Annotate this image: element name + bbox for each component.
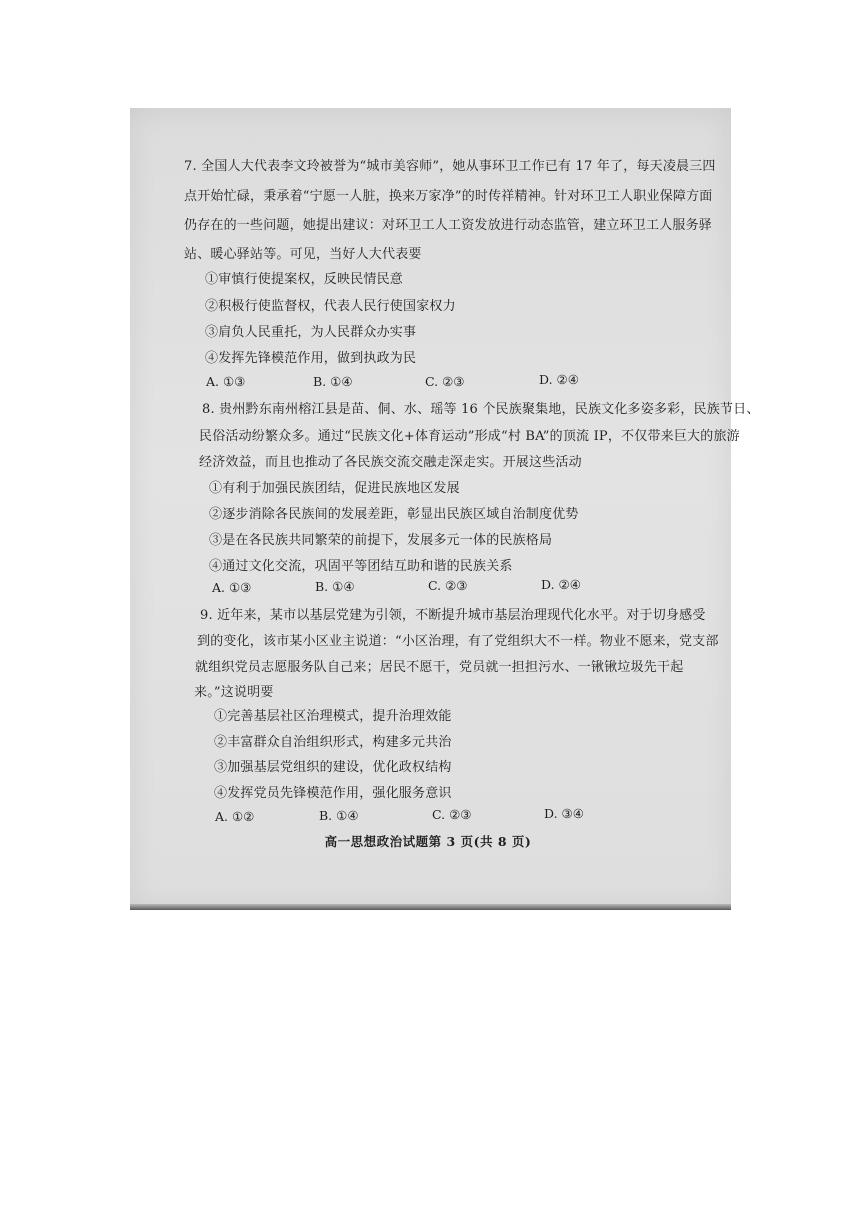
question-9-item-1: ①完善基层社区治理模式，提升治理效能 [214, 709, 452, 724]
question-7-option-b: B. ①④ [313, 374, 353, 389]
question-7-option-d: D. ②④ [539, 372, 579, 387]
question-7-line-1: 7. 全国人大代表李文玲被誉为“城市美容师”，她从事环卫工作已有 17 年了，每天凌晨三四 [184, 159, 716, 174]
question-7-line-4: 站、暖心驿站等。可见，当好人大代表要 [184, 247, 422, 262]
question-9-option-b: B. ①④ [319, 808, 359, 823]
question-8-item-3: ③是在各民族共同繁荣的前提下，发展多元一体的民族格局 [209, 533, 553, 548]
question-9-item-2: ②丰富群众自治组织形式，构建多元共治 [214, 735, 452, 750]
question-9-line-4: 来。”这说明要 [194, 685, 274, 700]
question-9-line-3: 就组织党员志愿服务队自己来；居民不愿干，党员就一担担污水、一锹锹垃圾先干起 [195, 660, 684, 675]
question-9-option-d: D. ③④ [544, 806, 584, 821]
page-footer: 高一思想政治试题第 3 页(共 8 页) [324, 834, 532, 849]
question-8-item-1: ①有利于加强民族团结，促进民族地区发展 [209, 481, 460, 496]
question-9-item-4: ④发挥党员先锋模范作用，强化服务意识 [214, 786, 452, 801]
question-8-line-1: 8. 贵州黔东南州榕江县是苗、侗、水、瑶等 16 个民族聚集地，民族文化多姿多彩，民族节日、 [202, 402, 760, 417]
question-9-option-c: C. ②③ [432, 807, 472, 822]
question-9-item-3: ③加强基层党组织的建设，优化政权结构 [214, 760, 452, 775]
question-8-line-2: 民俗活动纷繁众多。通过“民族文化+体育运动”形成“村 BA”的顶流 IP，不仅带来巨大的旅游 [199, 429, 740, 444]
question-8-line-3: 经济效益，而且也推动了各民族交流交融走深走实。开展这些活动 [199, 455, 582, 470]
question-7-item-3: ③肩负人民重托，为人民群众办实事 [205, 325, 417, 340]
question-8-option-a: A. ①③ [212, 580, 252, 595]
question-7-option-a: A. ①③ [206, 374, 246, 389]
question-9-option-a: A. ①② [215, 809, 255, 824]
question-7-item-4: ④发挥先锋模范作用，做到执政为民 [205, 351, 417, 366]
question-7-line-3: 仍存在的一些问题，她提出建议：对环卫工人工资发放进行动态监管，建立环卫工人服务驿 [184, 218, 713, 233]
question-9-line-2: 到的变化，该市某小区业主说道：“小区治理，有了党组织大不一样。物业不愿来，党支部 [197, 634, 719, 649]
question-7-item-1: ①审慎行使提案权，反映民情民意 [205, 272, 404, 287]
question-8-item-2: ②逐步消除各民族间的发展差距，彰显出民族区域自治制度优势 [209, 507, 579, 522]
question-8-option-c: C. ②③ [428, 578, 468, 593]
question-8-item-4: ④通过文化交流，巩固平等团结互助和谐的民族关系 [209, 559, 513, 574]
question-7-line-2: 点开始忙碌，秉承着“宁愿一人脏，换来万家净”的时传祥精神。针对环卫工人职业保障方面 [184, 189, 713, 204]
question-7-item-2: ②积极行使监督权，代表人民行使国家权力 [205, 299, 456, 314]
question-9-line-1: 9. 近年来，某市以基层党建为引领，不断提升城市基层治理现代化水平。对于切身感受 [200, 608, 706, 623]
question-7-option-c: C. ②③ [425, 374, 465, 389]
question-8-option-d: D. ②④ [541, 577, 581, 592]
question-8-option-b: B. ①④ [315, 579, 355, 594]
